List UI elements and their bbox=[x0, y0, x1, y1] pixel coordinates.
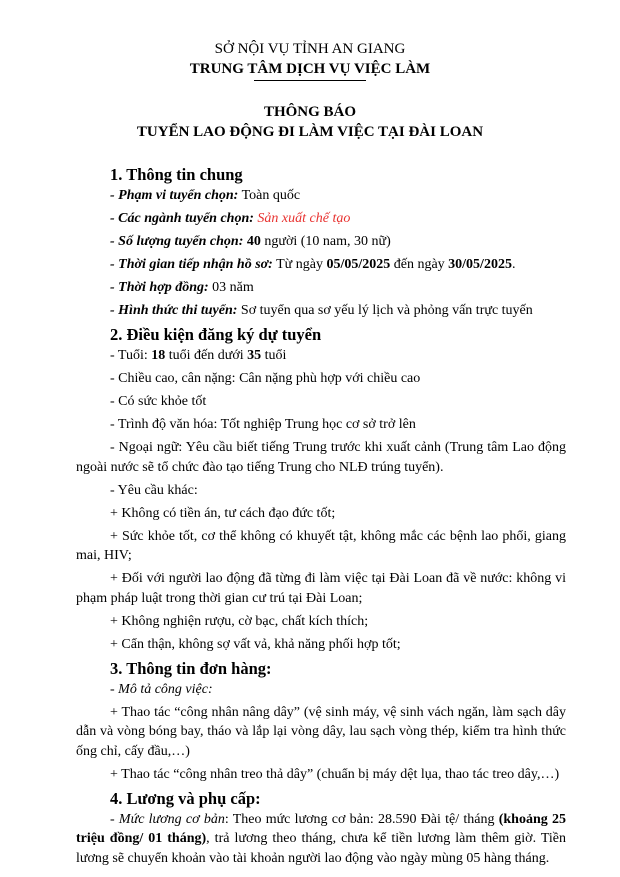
org-line-1: SỞ NỘI VỤ TỈNH AN GIANG bbox=[214, 41, 406, 57]
requirement-item: + Sức khỏe tốt, cơ thể không có khuyết tật, không mắc các bệnh lao phổi, giang mai, HIV; bbox=[76, 528, 566, 563]
section-heading: 1. Thông tin chung bbox=[110, 165, 243, 184]
requirement-item: + Cẩn thận, không sợ vất vả, khả năng phối hợp tốt; bbox=[110, 636, 401, 652]
contract-line: - Thời hợp đồng: 03 năm bbox=[110, 280, 254, 295]
language-line: - Ngoại ngữ: Yêu cầu biết tiếng Trung trước khi xuất cảnh (Trung tâm Lao động ngoài nước sẽ tổ chức đào tạo tiếng Trung cho NLĐ trúng tuyển). bbox=[76, 440, 566, 475]
section-salary bbox=[76, 788, 566, 869]
quantity-line: - Số lượng tuyển chọn: 40 người (10 nam, 30 nữ) bbox=[110, 234, 391, 249]
scope-line: - Phạm vi tuyển chọn: Toàn quốc bbox=[110, 188, 301, 203]
section-order-info bbox=[76, 658, 566, 785]
task-item: + Thao tác “công nhân nâng dây” (vệ sinh máy, vệ sinh vách ngăn, làm sạch dây dẫn và vòng bóng bay, tháo và lắp lại vòng dây, lau sạch vòng thép, kiểm tra hình thức ống chỉ, cấy đầu,…) bbox=[76, 704, 566, 759]
requirement-item: + Không nghiện rượu, cờ bạc, chất kích thích; bbox=[110, 613, 369, 629]
section-general-info bbox=[76, 164, 566, 321]
document-header bbox=[54, 40, 566, 142]
exam-line: - Hình thức thi tuyển: Sơ tuyển qua sơ yếu lý lịch và phỏng vấn trực tuyến bbox=[110, 303, 533, 318]
section-heading: 4. Lương và phụ cấp: bbox=[110, 788, 261, 808]
education-line: - Trình độ văn hóa: Tốt nghiệp Trung học cơ sở trở lên bbox=[110, 417, 416, 432]
job-description-label: - Mô tả công việc: bbox=[110, 681, 213, 697]
health-line: - Có sức khỏe tốt bbox=[110, 394, 207, 409]
section-heading: 3. Thông tin đơn hàng: bbox=[110, 658, 272, 678]
section-heading: 2. Điều kiện đăng ký dự tuyển bbox=[110, 325, 322, 344]
receive-time-line: - Thời gian tiếp nhận hồ sơ: Từ ngày 05/05/2025 đến ngày 30/05/2025. bbox=[110, 257, 516, 272]
header-divider bbox=[254, 80, 366, 81]
salary-paragraph: - Mức lương cơ bản: Theo mức lương cơ bản: 28.590 Đài tệ/ tháng (khoảng 25 triệu đồng/ 01 tháng), trả lương theo tháng, chưa kể tiền lương làm thêm giờ. Tiền lương sẽ chuyển khoản vào tài khoản người lao động vào ngày mùng 05 hàng tháng. bbox=[76, 811, 566, 866]
task-item: + Thao tác “công nhân treo thả dây” (chuẩn bị máy dệt lụa, thao tác treo dây,…) bbox=[110, 766, 560, 782]
requirement-item: + Không có tiền án, tư cách đạo đức tốt; bbox=[110, 505, 336, 521]
document-title: THÔNG BÁO bbox=[263, 104, 357, 120]
age-line: - Tuổi: 18 tuổi đến dưới 35 tuổi bbox=[110, 348, 287, 363]
other-requirements-label: - Yêu cầu khác: bbox=[110, 482, 198, 498]
requirement-item: + Đối với người lao động đã từng đi làm việc tại Đài Loan đã về nước: không vi phạm pháp luật trong thời gian cư trú tại Đài Loan; bbox=[76, 571, 566, 606]
document-subtitle: TUYỂN LAO ĐỘNG ĐI LÀM VIỆC TẠI ĐÀI LOAN bbox=[136, 124, 484, 140]
height-line: - Chiều cao, cân nặng: Cân nặng phù hợp với chiều cao bbox=[110, 371, 421, 386]
industry-line: - Các ngành tuyển chọn: Sản xuất chế tạo bbox=[110, 211, 351, 226]
section-eligibility bbox=[76, 324, 566, 654]
org-line-2: TRUNG TÂM DỊCH VỤ VIỆC LÀM bbox=[189, 61, 431, 77]
